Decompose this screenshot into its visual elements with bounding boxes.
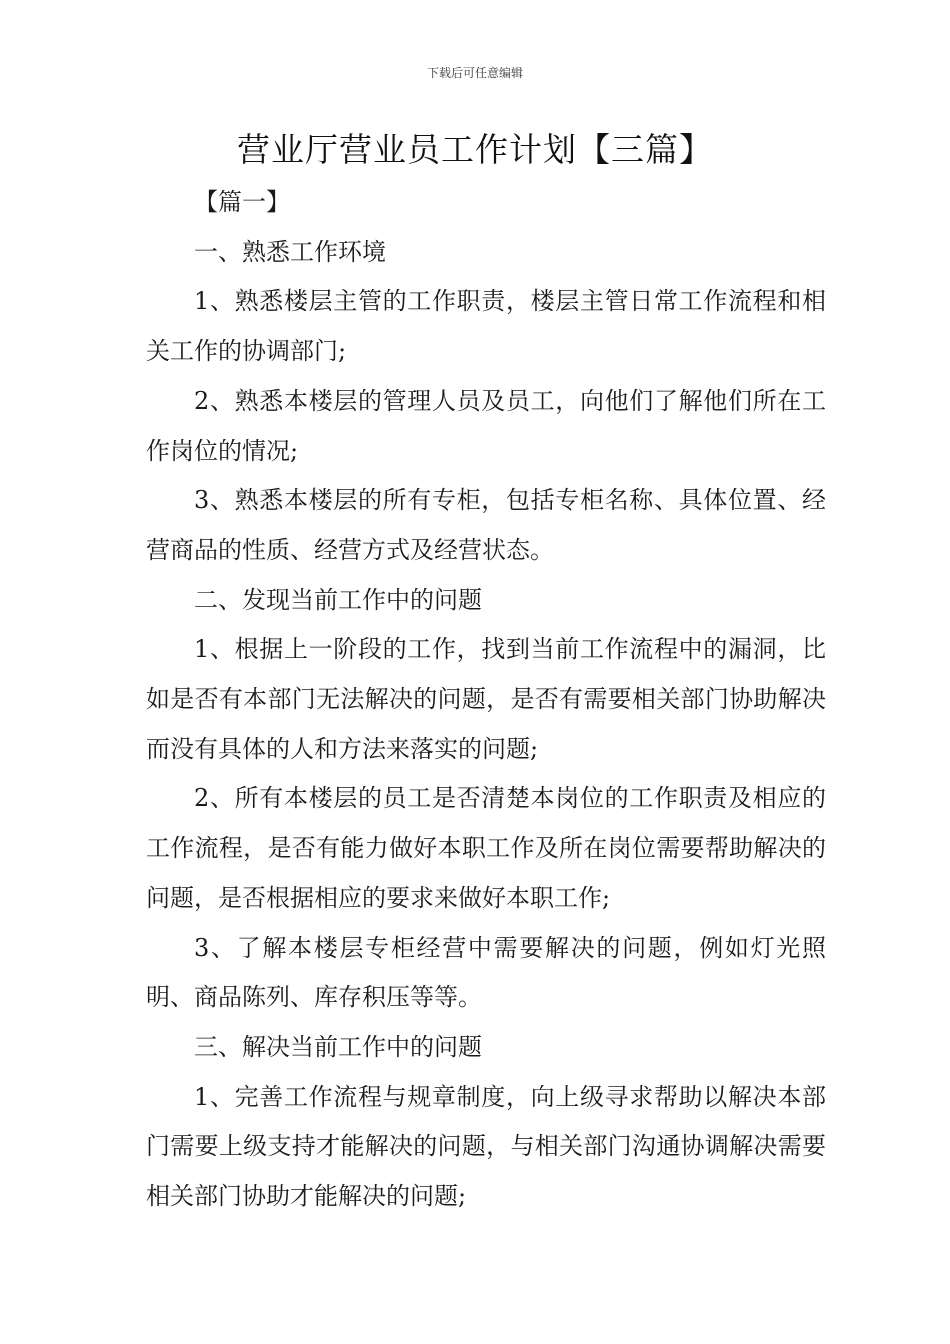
- paragraph: 1、根据上一阶段的工作，找到当前工作流程中的漏洞，比如是否有本部门无法解决的问题，是否有需要相关部门协助解决而没有具体的人和方法来落实的问题;: [146, 635, 826, 763]
- document-body: [146, 178, 826, 1222]
- section-heading: 一、熟悉工作环境: [194, 237, 386, 266]
- paragraph: 1、完善工作流程与规章制度，向上级寻求帮助以解决本部门需要上级支持才能解决的问题，与相关部门沟通协调解决需要相关部门协助才能解决的问题;: [146, 1082, 826, 1211]
- section-heading: 二、发现当前工作中的问题: [194, 585, 482, 614]
- paragraph: 3、熟悉本楼层的所有专柜，包括专柜名称、具体位置、经营商品的性质、经营方式及经营状态。: [146, 486, 826, 564]
- document-title: 营业厅营业员工作计划【三篇】: [237, 130, 713, 169]
- paragraph: 2、所有本楼层的员工是否清楚本岗位的工作职责及相应的工作流程，是否有能力做好本职工作及所在岗位需要帮助解决的问题，是否根据相应的要求来做好本职工作;: [146, 784, 826, 912]
- header-note: 下载后可任意编辑: [426, 66, 523, 80]
- paragraph: 2、熟悉本楼层的管理人员及员工，向他们了解他们所在工作岗位的情况;: [146, 386, 826, 465]
- paragraph: 1、熟悉楼层主管的工作职责，楼层主管日常工作流程和相关工作的协调部门;: [146, 287, 826, 366]
- paragraph: 3、了解本楼层专柜经营中需要解决的问题，例如灯光照明、商品陈列、库存积压等等。: [146, 933, 826, 1012]
- section-heading: 三、解决当前工作中的问题: [194, 1032, 482, 1061]
- section-tag: 【篇一】: [194, 188, 290, 216]
